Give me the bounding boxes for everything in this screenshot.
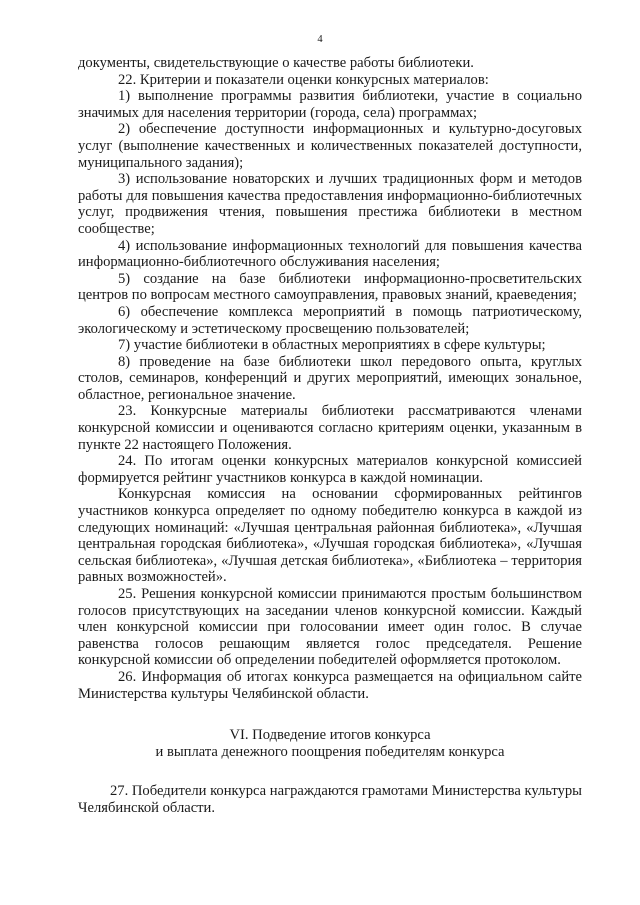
- page-number: 4: [317, 34, 323, 45]
- paragraph-23: 23. Конкурсные материалы библиотеки рассматриваются членами конкурсной комиссии и оцениваются согласно критериям оценки, указанным в пункте 22 настоящего Положения.: [78, 403, 582, 453]
- criterion-5: 5) создание на базе библиотеки информационно-просветительских центров по вопросам местного самоуправления, правовых знаний, краеведения;: [78, 270, 582, 304]
- document-body: [78, 55, 582, 817]
- criterion-4: 4) использование информационных технологий для повышения качества информационно-библиотечного обслуживания населения;: [78, 237, 582, 271]
- section-heading-line-2: и выплата денежного поощрения победителям конкурса: [155, 743, 505, 760]
- section-heading: [78, 727, 582, 760]
- paragraph-26: 26. Информация об итогах конкурса размещается на официальном сайте Министерства культуры Челябинской области.: [78, 668, 582, 702]
- criterion-7: 7) участие библиотеки в областных мероприятиях в сфере культуры;: [118, 337, 546, 354]
- criterion-1: 1) выполнение программы развития библиотеки, участие в социально значимых для населения территории (города, села) программах;: [78, 88, 582, 121]
- paragraph-continuation: документы, свидетельствующие о качестве работы библиотеки.: [78, 55, 474, 71]
- criterion-6: 6) обеспечение комплекса мероприятий в помощь патриотическому, экологическому и эстетическому просвещению пользователей;: [78, 303, 582, 337]
- paragraph-22: 22. Критерии и показатели оценки конкурсных материалов:: [118, 71, 489, 88]
- paragraph-27: 27. Победители конкурса награждаются грамотами Министерства культуры Челябинской области.: [78, 783, 582, 816]
- paragraph-24: 24. По итогам оценки конкурсных материалов конкурсной комиссией формируется рейтинг участников конкурса в каждой номинации.: [78, 453, 582, 486]
- paragraph-25: 25. Решения конкурсной комиссии принимаются простым большинством голосов присутствующих на заседании членов конкурсной комиссии. Каждый член конкурсной комиссии при голосовании имеет один голос. В случае равенства голосов решающим является голос председателя. Решение конкурсной комиссии об определении победителей оформляется протоколом.: [78, 586, 582, 669]
- criterion-8: 8) проведение на базе библиотеки школ передового опыта, круглых столов, семинаров, конференций и других мероприятий, имеющих зональное, областное, региональное значение.: [78, 353, 582, 403]
- criterion-2: 2) обеспечение доступности информационных и культурно-досуговых услуг (выполнение качественных и количественных показателей доступности, муниципального задания);: [78, 121, 582, 171]
- criterion-3: 3) использование новаторских и лучших традиционных форм и методов работы для повышения качества предоставления информационно-библиотечных услуг, продвижения чтения, повышения престижа библиотеки в местном сообществе;: [78, 171, 582, 237]
- section-heading-line-1: VI. Подведение итогов конкурса: [229, 727, 431, 744]
- paragraph-nominations: Конкурсная комиссия на основании сформированных рейтингов участников конкурса определяет по одному победителю конкурса в каждой из следующих номинаций: «Лучшая центральная районная библиотека», «Лучшая центральная городская библиотека», «Лучшая городская библиотека», «Лучшая сельская библиотека», «Лучшая детская библиотека», «Библиотека – территория равных возможностей».: [78, 486, 582, 586]
